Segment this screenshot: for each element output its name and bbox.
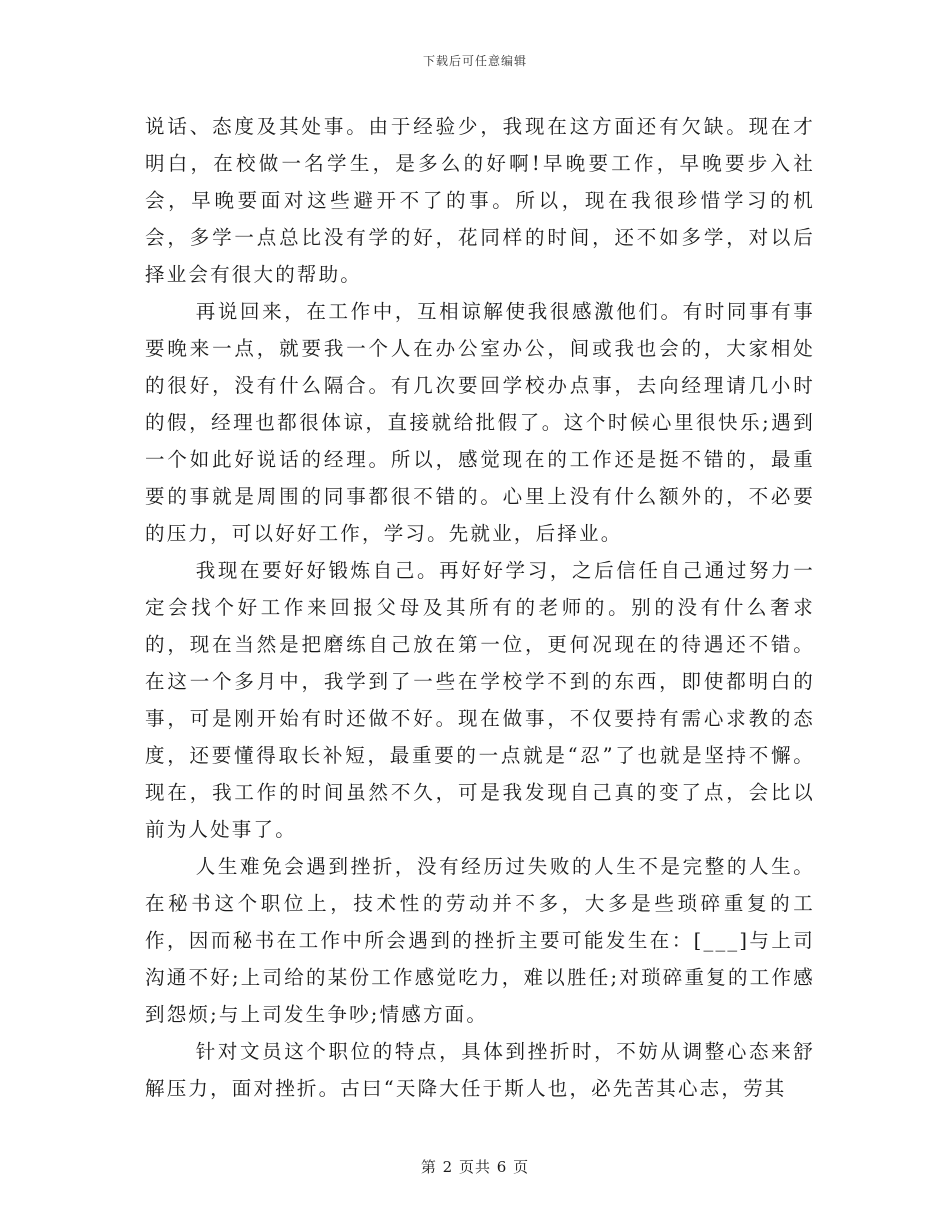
paragraph-3: 我现在要好好锻炼自己。再好好学习，之后信任自己通过努力一定会找个好工作来回报父母及其所有的老师的。别的没有什么奢求的，现在当然是把磨练自己放在第一位，更何况现在的待遇还不错。在这一个多月中，我学到了一些在学校学不到的东西，即使都明白的事，可是刚开始有时还做不好。现在做事，不仅要持有需心求教的态度，还要懂得取长补短，最重要的一点就是“忍”了也就是坚持不懈。现在，我工作的时间虽然不久，可是我发现自己真的变了点，会比以前为人处事了。 — [145, 559, 815, 841]
paragraph-2: 再说回来，在工作中，互相谅解使我很感激他们。有时同事有事要晚来一点，就要我一个人在办公室办公，间或我也会的，大家相处的很好，没有什么隔合。有几次要回学校办点事，去向经理请几小时的假，经理也都很体谅，直接就给批假了。这个时候心里很快乐;遇到一个如此好说话的经理。所以，感觉现在的工作还是挺不错的，最重要的事就是周围的同事都很不错的。心里上没有什么额外的，不必要的压力，可以好好工作，学习。先就业，后择业。 — [145, 300, 815, 545]
document-body — [145, 108, 815, 1107]
paragraph-1: 说话、态度及其处事。由于经验少，我现在这方面还有欠缺。现在才明白，在校做一名学生，是多么的好啊!早晚要工作，早晚要步入社会，早晚要面对这些避开不了的事。所以，现在我很珍惜学习的机会，多学一点总比没有学的好，花同样的时间，还不如多学，对以后择业会有很大的帮助。 — [145, 115, 815, 286]
page-header: 下载后可任意编辑 — [422, 54, 527, 68]
paragraph-5: 针对文员这个职位的特点，具体到挫折时，不妨从调整心态来舒解压力，面对挫折。古曰“天降大任于斯人也，必先苦其心志，劳其 — [145, 1040, 815, 1100]
page-number: 第 2 页共 6 页 — [420, 1158, 530, 1176]
paragraph-4: 人生难免会遇到挫折，没有经历过失败的人生不是完整的人生。在秘书这个职位上，技术性的劳动并不多，大多是些琐碎重复的工作，因而秘书在工作中所会遇到的挫折主要可能发生在：[___]与上司沟通不好;上司给的某份工作感觉吃力，难以胜任;对琐碎重复的工作感到怨烦;与上司发生争吵;情感方面。 — [145, 855, 815, 1026]
